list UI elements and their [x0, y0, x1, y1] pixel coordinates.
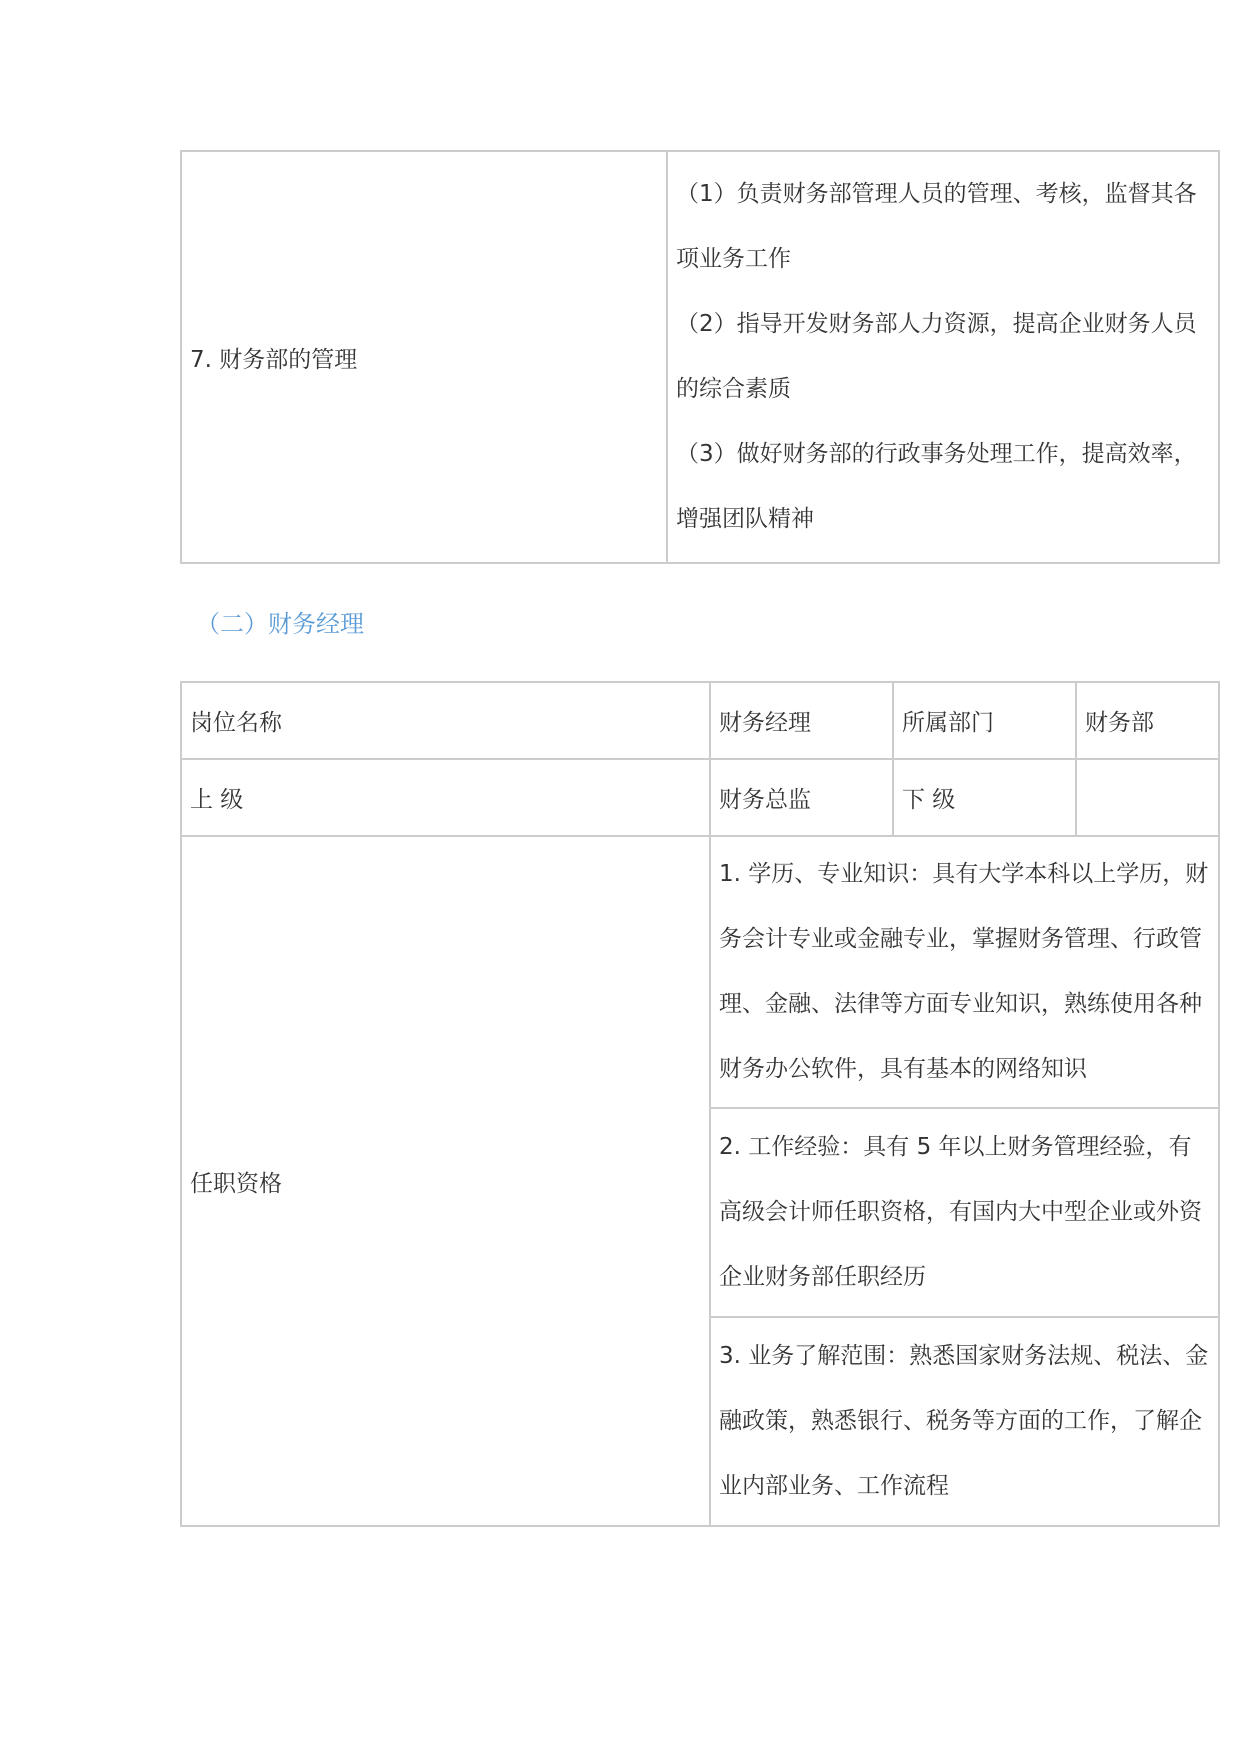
table-row	[181, 759, 1219, 836]
qualification-business-scope: 3. 业务了解范围：熟悉国家财务法规、税法、金融政策，熟悉银行、税务等方面的工作，了解企业内部业务、工作流程	[710, 1317, 1219, 1526]
qualifications-label: 任职资格	[181, 836, 710, 1526]
subordinate-value	[1076, 759, 1219, 836]
table-row	[181, 682, 1219, 759]
superior-label: 上 级	[181, 759, 710, 836]
qualification-education: 1. 学历、专业知识：具有大学本科以上学历，财务会计专业或金融专业，掌握财务管理、行政管理、金融、法律等方面专业知识，熟练使用各种财务办公软件，具有基本的网络知识	[710, 836, 1219, 1108]
management-duties-table	[180, 150, 1220, 564]
qualification-experience: 2. 工作经验：具有 5 年以上财务管理经验，有高级会计师任职资格，有国内大中型企业或外资企业财务部任职经历	[710, 1108, 1219, 1317]
duty-item-cell: 7. 财务部的管理	[181, 151, 667, 563]
duty-detail-cell	[667, 151, 1219, 563]
position-name-value: 财务经理	[710, 682, 893, 759]
table-row	[181, 836, 1219, 1108]
superior-value: 财务总监	[710, 759, 893, 836]
duty-line: （1）负责财务部管理人员的管理、考核，监督其各项业务工作	[676, 181, 1197, 272]
position-name-label: 岗位名称	[181, 682, 710, 759]
section-heading: （二）财务经理	[196, 610, 364, 638]
subordinate-label: 下 级	[893, 759, 1076, 836]
table-row	[181, 151, 1219, 563]
department-label: 所属部门	[893, 682, 1076, 759]
duty-line: （2）指导开发财务部人力资源，提高企业财务人员的综合素质	[676, 311, 1197, 402]
department-value: 财务部	[1076, 682, 1219, 759]
duty-line: （3）做好财务部的行政事务处理工作，提高效率，增强团队精神	[676, 441, 1197, 532]
finance-manager-table	[180, 681, 1220, 1527]
